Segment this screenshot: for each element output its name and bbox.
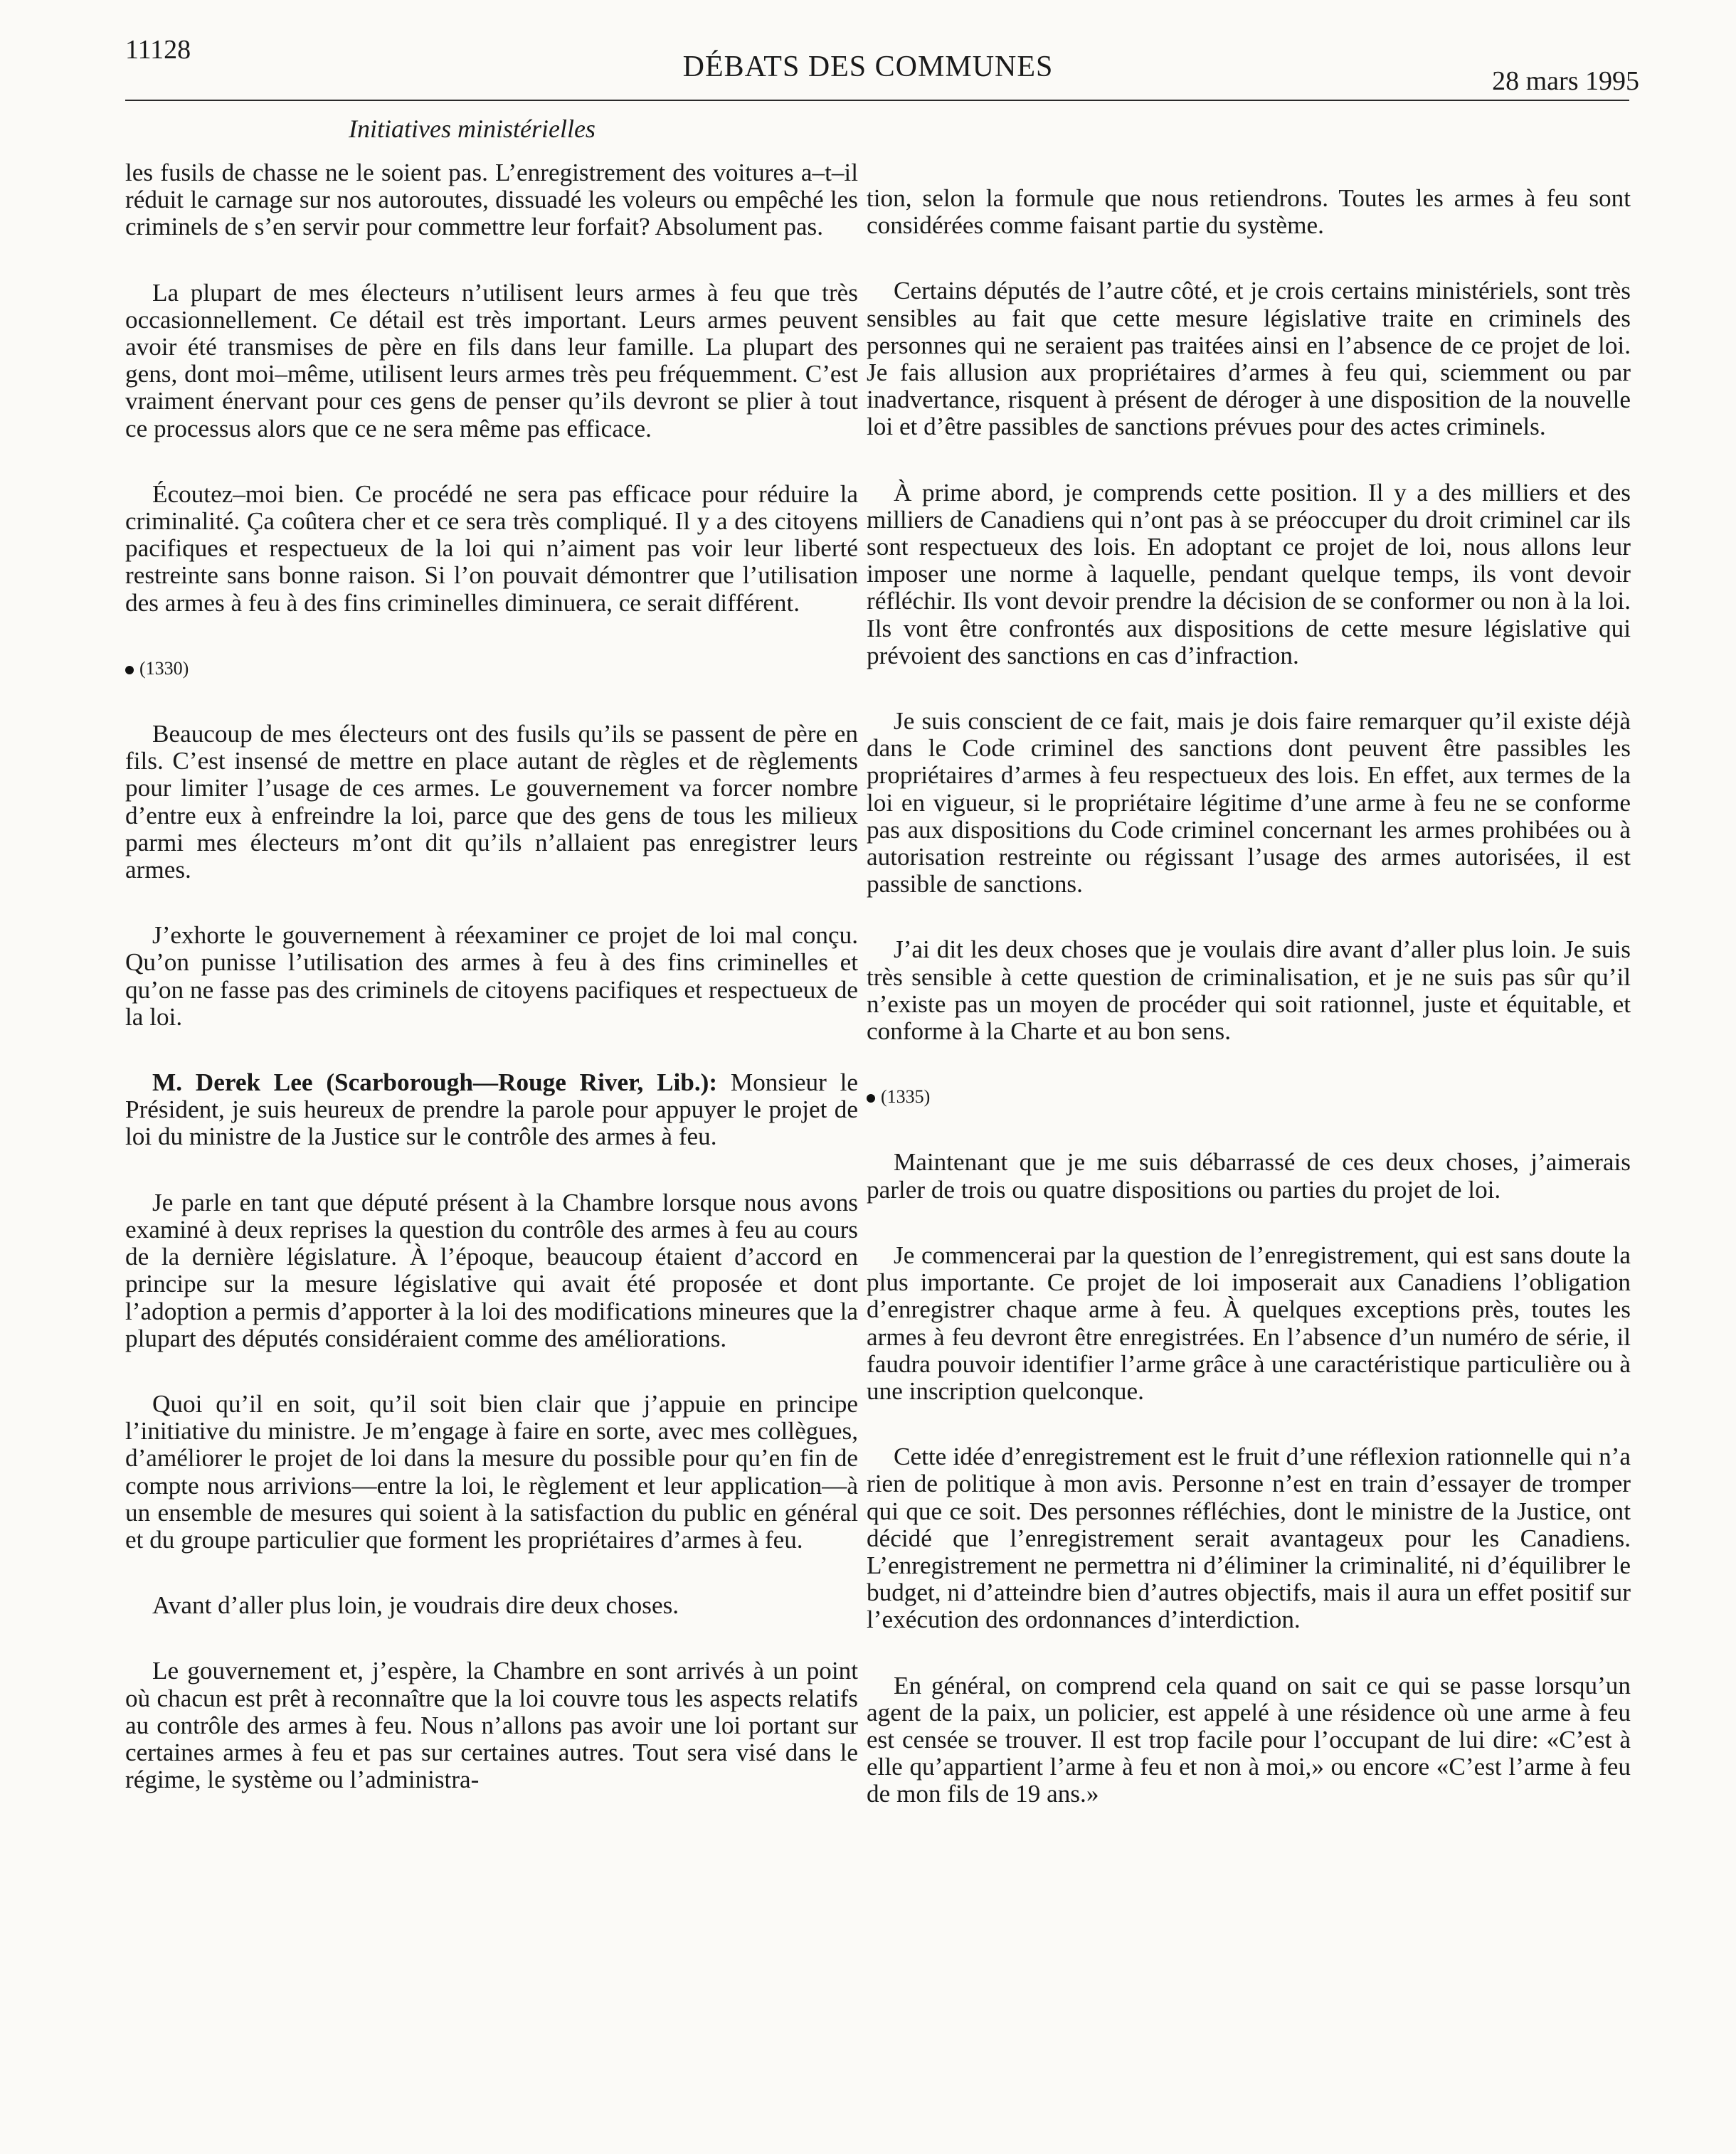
paragraph: Écoutez–moi bien. Ce procédé ne sera pas efficace pour réduire la criminalité. Ça coûtera cher et ce sera très compliqué. Il y a des citoyens pacifiques et respectueux de la loi qui n’aiment pas voir leur liberté restreinte sans bonne raison. Si l’on pouvait démontrer que l’utilisation des armes à feu à des fins criminelles diminuera, ce serait différent. — [125, 479, 858, 617]
header-rule — [125, 100, 1629, 101]
paragraph: À prime abord, je comprends cette position. Il y a des milliers et des milliers de Canadiens qui n’ont pas à se préoccuper du droit criminel car ils sont respectueux des lois. En adoptant ce projet de loi, nous allons leur imposer une norme à laquelle, pendant quelque temps, ils vont devoir réfléchir. Ils vont devoir prendre la décision de se conformer ou non à la loi. Ils vont être confrontés aux dispositions de cette mesure législative qui prévoient des sanctions en cas d’infraction. — [867, 478, 1631, 669]
right-column — [867, 185, 1631, 1847]
bullet-icon — [867, 1094, 875, 1103]
left-column — [125, 159, 858, 1832]
publication-date: 28 mars 1995 — [1492, 66, 1639, 96]
bullet-icon — [125, 666, 134, 674]
paragraph: tion, selon la formule que nous retiendrons. Toutes les armes à feu sont considérées comme faisant partie du système. — [867, 184, 1631, 240]
timestamp-marker — [125, 655, 858, 682]
paragraph: Je parle en tant que député présent à la Chambre lorsque nous avons examiné à deux reprises la question du contrôle des armes à feu au cours de la dernière législature. À l’époque, beaucoup étaient d’accord en principe sur la mesure législative qui avait été proposée et dont l’adoption a permis d’apporter à la loi des modifications mineures que la plupart des députés considéraient comme des améliorations. — [125, 1188, 858, 1352]
paragraph: Le gouvernement et, j’espère, la Chambre en sont arrivés à un point où chacun est prêt à reconnaître que la loi couvre tous les aspects relatifs au contrôle des armes à feu. Nous n’allons pas avoir une loi portant sur certaines armes à feu et pas sur certaines autres. Tout sera visé dans le régime, le système ou l’administra- — [125, 1657, 858, 1794]
page-number: 11128 — [125, 35, 191, 65]
timestamp: (1335) — [881, 1086, 931, 1108]
speaker-name: M. Derek Lee (Scarborough—Rouge River, Lib.): — [152, 1068, 718, 1097]
timestamp: (1330) — [139, 657, 189, 679]
paragraph: Beaucoup de mes électeurs ont des fusils qu’ils se passent de père en fils. C’est insensé de mettre en place autant de règles et de règlements pour limiter l’usage de ces armes. Le gouvernement va forcer nombre d’entre eux à enfreindre la loi, parce que des gens de tous les milieux parmi mes électeurs m’ont dit qu’ils n’allaient pas enregistrer leurs armes. — [125, 720, 858, 884]
paragraph: Certains députés de l’autre côté, et je crois certains ministériels, sont très sensibles au fait que cette mesure législative traite en criminels des personnes qui ne seraient pas traitées ainsi en l’absence de ce projet de loi. Je fais allusion aux propriétaires d’armes à feu qui, sciemment ou par inadvertance, risquent à présent de déroger à une disposition de la nouvelle loi et d’être passibles de sanctions prévues pour des actes criminels. — [867, 277, 1631, 441]
speech-text: Monsieur le Président, je suis heureux de prendre la parole pour appuyer le projet de loi du ministre de la Justice sur le contrôle des armes à feu. — [125, 1068, 858, 1151]
paragraph: Avant d’aller plus loin, je voudrais dire deux choses. — [152, 1591, 679, 1620]
timestamp-marker — [867, 1083, 1631, 1110]
paragraph: En général, on comprend cela quand on sait ce qui se passe lorsqu’un agent de la paix, un policier, est appelé à une résidence où une arme à feu est censée se trouver. Il est trop facile pour l’occupant de lui dire: «C’est à elle qu’appartient l’arme à feu et non à moi,» ou encore «C’est l’arme à feu de mon fils de 19 ans.» — [867, 1671, 1631, 1808]
paragraph: Je commencerai par la question de l’enregistrement, qui est sans doute la plus importante. Ce projet de loi imposerait aux Canadiens l’obligation d’enregistrer chaque arme à feu. À quelques exceptions près, toutes les armes à feu devront être enregistrées. En l’absence d’un numéro de série, il faudra pouvoir identifier l’arme grâce à une caractéristique particulière ou à une inscription quelconque. — [867, 1241, 1631, 1405]
paragraph: Je suis conscient de ce fait, mais je dois faire remarquer qu’il existe déjà dans le Code criminel des sanctions dont peuvent être passibles les propriétaires d’armes à feu respectueux des lois. En effet, aux termes de la loi en vigueur, si le propriétaire légitime d’une arme à feu ne se conforme pas aux dispositions du Code criminel concernant les armes prohibées ou à autorisation restreinte ou régissant l’usage des armes autorisées, il est passible de sanctions. — [867, 707, 1631, 898]
paragraph: les fusils de chasse ne le soient pas. L’enregistrement des voitures a–t–il réduit le carnage sur nos autoroutes, dissuadé les voleurs ou empêché les criminels de s’en servir pour commettre leur forfait? Absolument pas. — [125, 159, 858, 241]
paragraph: J’ai dit les deux choses que je voulais dire avant d’aller plus loin. Je suis très sensible à cette question de criminalisation, et je ne suis pas sûr qu’il n’existe pas un moyen de procéder qui soit rationnel, juste et équitable, et conforme à la Charte et au bon sens. — [867, 935, 1631, 1046]
publication-title: DÉBATS DES COMMUNES — [682, 51, 1054, 83]
paragraph: La plupart de mes électeurs n’utilisent leurs armes à feu que très occasionnellement. Ce détail est très important. Leurs armes peuvent avoir été transmises de père en fils dans leur famille. La plupart des gens, dont moi–même, utilisent leurs armes très peu fréquemment. C’est vraiment énervant pour ces gens de penser qu’ils devront se plier à tout ce processus alors que ce ne sera même pas efficace. — [125, 278, 858, 442]
paragraph: Quoi qu’il en soit, qu’il soit bien clair que j’appuie en principe l’initiative du ministre. Je m’engage à faire en sorte, avec mes collègues, d’améliorer le projet de loi dans la mesure du possible pour qu’en fin de compte nous arrivions—entre la loi, le règlement et leur application—à un ensemble de mesures qui soient à la satisfaction du public en général et du groupe particulier que forment les propriétaires d’armes à feu. — [125, 1389, 858, 1554]
paragraph: Maintenant que je me suis débarrassé de ces deux choses, j’aimerais parler de trois ou quatre dispositions ou parties du projet de loi. — [867, 1148, 1631, 1204]
paragraph: Cette idée d’enregistrement est le fruit d’une réflexion rationnelle qui n’a rien de politique à mon avis. Personne n’est en train d’essayer de tromper qui que ce soit. Des personnes réfléchies, dont le ministre de la Justice, ont décidé que l’enregistrement serait avantageux pour les Canadiens. L’enregistrement ne permettra ni d’éliminer la criminalité, ni d’équilibrer le budget, ni d’atteindre bien d’autres objectifs, mais il aura un effet positif sur l’exécution des ordonnances d’interdiction. — [867, 1443, 1631, 1634]
speech-paragraph — [125, 1069, 858, 1151]
section-heading: Initiatives ministérielles — [349, 115, 596, 143]
paragraph: J’exhorte le gouvernement à réexaminer ce projet de loi mal conçu. Qu’on punisse l’utilisation des armes à feu à des fins criminelles et qu’on ne fasse pas des criminels de citoyens pacifiques et respectueux de la loi. — [125, 921, 858, 1031]
